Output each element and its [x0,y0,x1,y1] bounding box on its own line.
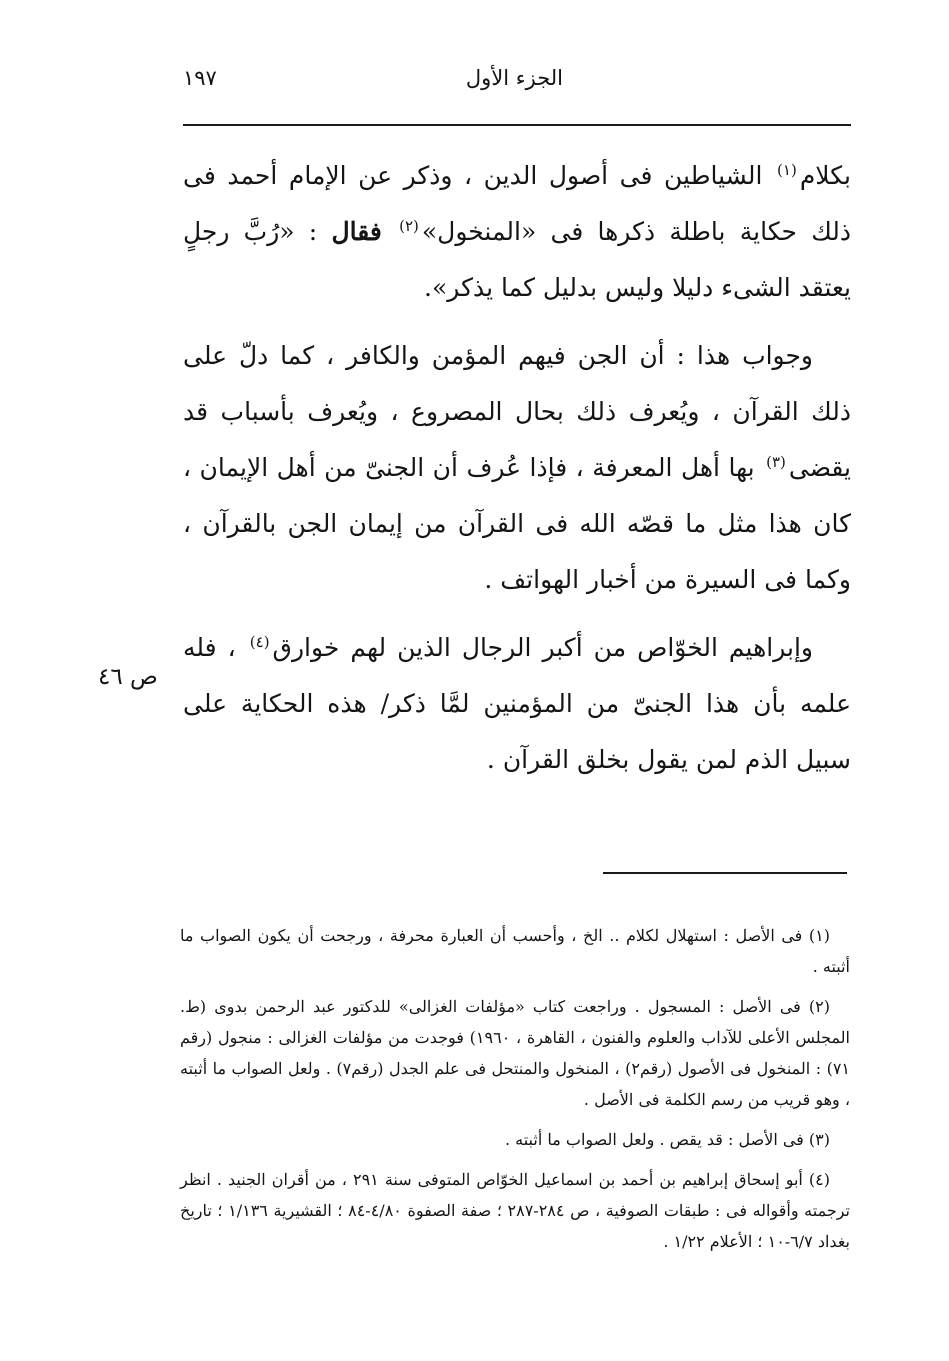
p2-text-b: بها أهل المعرفة ، فإذا عُرف أن الجنىّ من أهل الإيمان ، كان هذا مثل ما قصّه الله فى القرآن من إيمان الجن بالقرآن ، وكما فى السيرة من أخبار الهواتف . [183,453,851,594]
p2-text-a: وجواب هذا : أن الجن فيهم المؤمن والكافر ، كما دلّ على ذلك القرآن ، ويُعرف ذلك بحال المصروع ، ويُعرف بأسباب قد يقضى [183,341,851,482]
footnote-2: (٢) فى الأصل : المسجول . وراجعت كتاب «مؤلفات الغزالى» للدكتور عبد الرحمن بدوى (ط. المجلس الأعلى للآداب والعلوم والفنون ، القاهرة ، ١٩٦٠) فوجدت من مؤلفات الغزالى : منجول (رقم ٧١) : المنخول فى الأصول (رقم٢) ، المنخول والمنتحل فى علم الجدل (رقم٧) . ولعل الصواب ما أثبته ، وهو قريب من رسم الكلمة فى الأصل . [180,997,850,1109]
paragraph-2 [183,328,851,608]
footnotes [180,920,850,1266]
main-text [183,148,851,800]
margin-page-reference: ص ٤٦ [98,664,158,690]
footnote-ref-1: (١) [777,160,797,179]
p1-text-a: بكلام [799,161,851,190]
paragraph-3 [183,620,851,788]
page-header [183,62,848,102]
page-number: ١٩٧ [183,66,217,90]
header-rule [183,124,851,126]
p1-text-b: الشياطين فى أصول الدين ، وذكر عن الإمام أحمد فى ذلك حكاية باطلة ذكرها فى «المنخول» [183,161,852,246]
footnote-4: (٤) أبو إسحاق إبراهيم بن أحمد بن اسماعيل الخوّاص المتوفى سنة ٢٩١ ، من أقران الجنيد . انظر ترجمته وأقواله فى : طبقات الصوفية ، ص ٢٨٤-٢٨٧ ؛ صفة الصفوة ٤/٨٠-٨٤ ؛ القشيرية ١/١٣٦ ؛ تاريخ بغداد ٦/٧-١٠ ؛ الأعلام ١/٢٢ . [180,1170,851,1251]
footnote-1: (١) فى الأصل : استهلال لكلام .. الخ ، وأحسب أن العبارة محرفة ، ورجحت أن يكون الصواب ما أثبته . [180,926,850,976]
running-title: الجزء الأول [465,66,563,90]
p3-text-b: ، فله علمه بأن هذا الجنىّ من المؤمنين لمَّا ذكر/ هذه الحكاية على سبيل الذم لمن يقول بخلق القرآن . [183,633,851,774]
footnote-rule [603,872,847,874]
footnote-ref-4: (٤) [249,632,270,651]
footnote-ref-3: (٣) [766,452,786,471]
p1-text-d: : «رُبَّ رجلٍ يعتقد الشىء دليلا وليس بدليل كما يذكر». [183,217,851,302]
footnote-ref-2: (٢) [399,216,419,235]
p3-text-a: وإبراهيم الخوّاص من أكبر الرجال الذين لهم خوارق [272,633,814,662]
paragraph-1 [183,148,851,316]
p1-bold-word: فقال [331,217,382,246]
footnote-3: (٣) فى الأصل : قد يقص . ولعل الصواب ما أثبته . [504,1130,830,1149]
